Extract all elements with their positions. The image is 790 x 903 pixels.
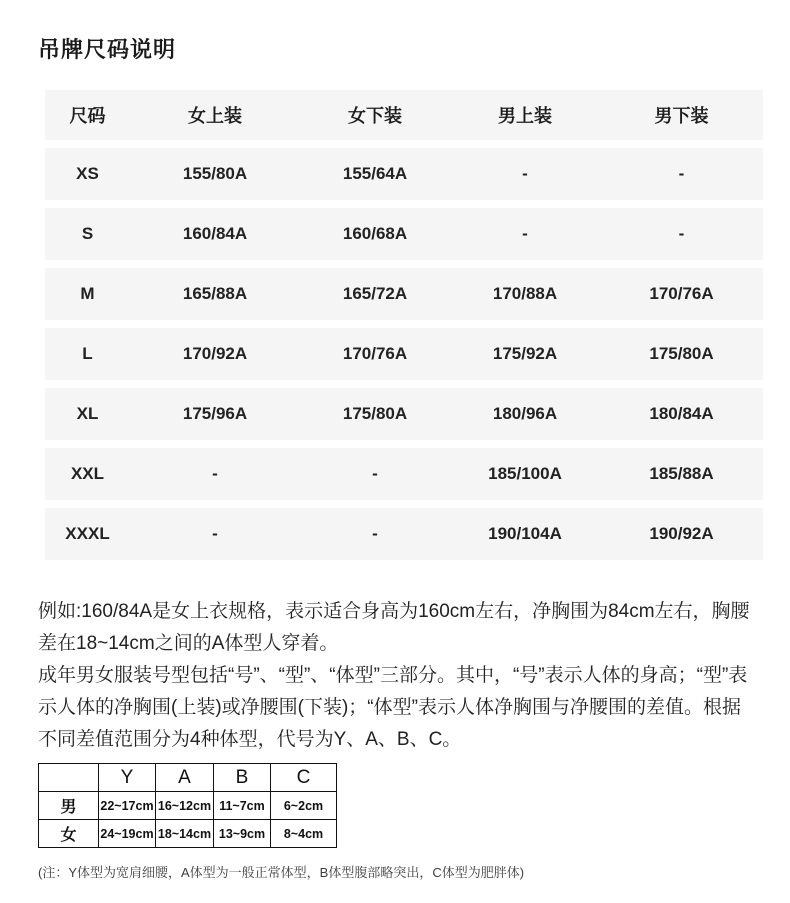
body-type-value-cell: 24~19cm [99, 820, 156, 848]
size-row-xs [45, 148, 763, 200]
size-value-cell: - [130, 448, 300, 500]
size-row-xxl [45, 448, 763, 500]
footnote: (注：Y体型为宽肩细腰，A体型为一般正常体型，B体型腹部略突出，C体型为肥胖体) [38, 865, 525, 880]
size-label-cell: M [45, 268, 130, 320]
col-header-men-top: 男上装 [450, 90, 600, 140]
size-label-cell: XS [45, 148, 130, 200]
body-type-table [38, 763, 337, 848]
size-value-cell: - [600, 148, 763, 200]
size-value-cell: 180/84A [600, 388, 763, 440]
size-value-cell: 170/76A [600, 268, 763, 320]
size-value-cell: 170/88A [450, 268, 600, 320]
size-table [45, 82, 763, 568]
size-value-cell: 160/84A [130, 208, 300, 260]
size-value-cell: - [450, 208, 600, 260]
size-row-xxxl [45, 508, 763, 560]
size-value-cell: 190/92A [600, 508, 763, 560]
size-value-cell: - [600, 208, 763, 260]
size-value-cell: 190/104A [450, 508, 600, 560]
size-row-m [45, 268, 763, 320]
size-value-cell: 155/64A [300, 148, 450, 200]
size-value-cell: 185/100A [450, 448, 600, 500]
size-row-l [45, 328, 763, 380]
body-type-value-cell: 11~7cm [214, 792, 271, 820]
body-type-value-cell: 16~12cm [156, 792, 214, 820]
page-title: 吊牌尺码说明 [38, 37, 177, 62]
diagonal-cell [39, 764, 99, 792]
size-value-cell: 160/68A [300, 208, 450, 260]
size-value-cell: 175/96A [130, 388, 300, 440]
size-value-cell: 175/80A [300, 388, 450, 440]
body-type-value-cell: 8~4cm [271, 820, 337, 848]
body-type-col-a: A [156, 764, 214, 792]
note-body-type-explanation: 成年男女服装号型包括“号”、“型”、“体型”三部分。其中，“号”表示人体的身高；“型”表示人体的净胸围(上装)或净腰围(下装)；“体型”表示人体净胸围与净腰围的差值。根据不同差值范围分为4种体型，代号为Y、A、B、C。 [38, 665, 748, 750]
size-table-header-row [45, 90, 763, 140]
size-value-cell: 175/92A [450, 328, 600, 380]
size-value-cell: 185/88A [600, 448, 763, 500]
size-value-cell: - [300, 448, 450, 500]
col-header-size: 尺码 [45, 90, 130, 140]
size-value-cell: 175/80A [600, 328, 763, 380]
body-type-value-cell: 13~9cm [214, 820, 271, 848]
size-label-cell: L [45, 328, 130, 380]
size-value-cell: - [130, 508, 300, 560]
body-type-header-row [39, 764, 337, 792]
col-header-men-bottom: 男下装 [600, 90, 763, 140]
gender-label-cell: 男 [39, 792, 99, 820]
size-value-cell: 165/72A [300, 268, 450, 320]
size-notes [38, 596, 757, 756]
body-type-col-c: C [271, 764, 337, 792]
body-type-value-cell: 6~2cm [271, 792, 337, 820]
size-label-cell: XL [45, 388, 130, 440]
size-value-cell: 180/96A [450, 388, 600, 440]
body-type-row-male [39, 792, 337, 820]
size-value-cell: 170/92A [130, 328, 300, 380]
body-type-col-b: B [214, 764, 271, 792]
gender-label-cell: 女 [39, 820, 99, 848]
note-example: 例如:160/84A是女上衣规格，表示适合身高为160cm左右，净胸围为84cm左右，胸腰差在18~14cm之间的A体型人穿着。 [38, 601, 750, 654]
size-value-cell: 170/76A [300, 328, 450, 380]
size-value-cell: 165/88A [130, 268, 300, 320]
body-type-value-cell: 18~14cm [156, 820, 214, 848]
size-value-cell: - [450, 148, 600, 200]
size-value-cell: 155/80A [130, 148, 300, 200]
body-type-row-female [39, 820, 337, 848]
body-type-value-cell: 22~17cm [99, 792, 156, 820]
size-label-cell: S [45, 208, 130, 260]
col-header-women-top: 女上装 [130, 90, 300, 140]
size-row-s [45, 208, 763, 260]
size-label-cell: XXL [45, 448, 130, 500]
col-header-women-bottom: 女下装 [300, 90, 450, 140]
body-type-col-y: Y [99, 764, 156, 792]
size-row-xl [45, 388, 763, 440]
size-label-cell: XXXL [45, 508, 130, 560]
size-value-cell: - [300, 508, 450, 560]
